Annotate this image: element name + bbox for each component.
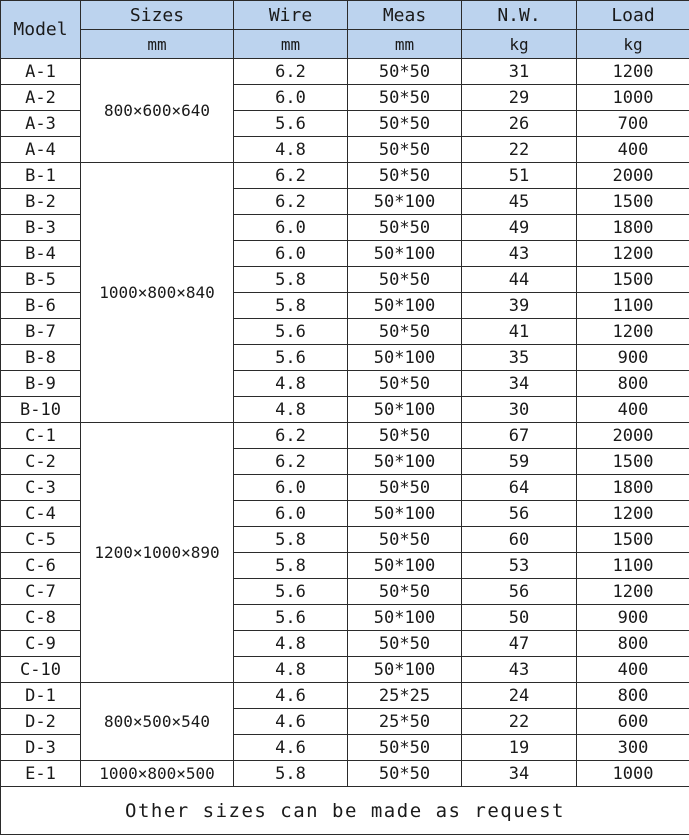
footer-note: Other sizes can be made as request: [1, 787, 689, 835]
meas-cell: 50*100: [348, 553, 462, 579]
meas-cell: 50*50: [348, 111, 462, 137]
load-cell: 600: [577, 709, 689, 735]
load-cell: 1500: [577, 267, 689, 293]
model-cell: B-6: [1, 293, 81, 319]
nw-cell: 22: [462, 137, 577, 163]
nw-cell: 53: [462, 553, 577, 579]
nw-cell: 49: [462, 215, 577, 241]
meas-cell: 25*25: [348, 683, 462, 709]
meas-cell: 50*100: [348, 293, 462, 319]
model-cell: B-4: [1, 241, 81, 267]
meas-cell: 50*50: [348, 85, 462, 111]
wire-cell: 6.2: [234, 449, 348, 475]
sizes-cell: 800×600×640: [81, 59, 234, 163]
load-cell: 2000: [577, 423, 689, 449]
model-cell: B-2: [1, 189, 81, 215]
load-cell: 1000: [577, 85, 689, 111]
wire-cell: 5.6: [234, 111, 348, 137]
load-cell: 1200: [577, 59, 689, 85]
wire-cell: 4.8: [234, 371, 348, 397]
wire-cell: 4.8: [234, 657, 348, 683]
nw-cell: 34: [462, 371, 577, 397]
header-row: [1, 1, 689, 30]
model-cell: A-3: [1, 111, 81, 137]
wire-cell: 6.0: [234, 501, 348, 527]
meas-cell: 50*50: [348, 137, 462, 163]
wire-cell: 5.6: [234, 345, 348, 371]
model-cell: B-1: [1, 163, 81, 189]
model-cell: E-1: [1, 761, 81, 787]
meas-cell: 50*100: [348, 605, 462, 631]
model-cell: C-5: [1, 527, 81, 553]
load-cell: 900: [577, 605, 689, 631]
model-cell: B-9: [1, 371, 81, 397]
load-cell: 300: [577, 735, 689, 761]
load-cell: 800: [577, 371, 689, 397]
header-meas: Meas: [348, 1, 462, 30]
wire-cell: 5.8: [234, 527, 348, 553]
wire-cell: 4.8: [234, 397, 348, 423]
wire-cell: 4.6: [234, 735, 348, 761]
table-row: [1, 683, 689, 709]
nw-cell: 39: [462, 293, 577, 319]
nw-cell: 44: [462, 267, 577, 293]
meas-cell: 50*100: [348, 449, 462, 475]
meas-cell: 50*50: [348, 475, 462, 501]
wire-cell: 4.6: [234, 709, 348, 735]
unit-load: kg: [577, 30, 689, 59]
sizes-cell: 1000×800×500: [81, 761, 234, 787]
model-cell: A-2: [1, 85, 81, 111]
model-cell: D-1: [1, 683, 81, 709]
wire-cell: 5.8: [234, 267, 348, 293]
sizes-cell: 1200×1000×890: [81, 423, 234, 683]
table-footer: [1, 787, 689, 835]
wire-cell: 6.2: [234, 423, 348, 449]
load-cell: 400: [577, 137, 689, 163]
meas-cell: 50*100: [348, 397, 462, 423]
model-cell: C-6: [1, 553, 81, 579]
header-sizes: Sizes: [81, 1, 234, 30]
table-row: [1, 761, 689, 787]
nw-cell: 45: [462, 189, 577, 215]
units-row: [1, 30, 689, 59]
load-cell: 1200: [577, 241, 689, 267]
load-cell: 1100: [577, 553, 689, 579]
wire-cell: 5.8: [234, 761, 348, 787]
load-cell: 900: [577, 345, 689, 371]
nw-cell: 34: [462, 761, 577, 787]
meas-cell: 50*50: [348, 527, 462, 553]
meas-cell: 50*50: [348, 423, 462, 449]
model-cell: C-1: [1, 423, 81, 449]
model-cell: C-2: [1, 449, 81, 475]
nw-cell: 50: [462, 605, 577, 631]
model-cell: C-10: [1, 657, 81, 683]
load-cell: 700: [577, 111, 689, 137]
nw-cell: 22: [462, 709, 577, 735]
wire-cell: 4.8: [234, 137, 348, 163]
load-cell: 1000: [577, 761, 689, 787]
meas-cell: 50*100: [348, 241, 462, 267]
unit-meas: mm: [348, 30, 462, 59]
nw-cell: 43: [462, 241, 577, 267]
table-row: [1, 163, 689, 189]
model-cell: D-2: [1, 709, 81, 735]
unit-nw: kg: [462, 30, 577, 59]
unit-sizes: mm: [81, 30, 234, 59]
model-cell: B-8: [1, 345, 81, 371]
wire-cell: 5.8: [234, 553, 348, 579]
wire-cell: 6.0: [234, 215, 348, 241]
model-cell: C-4: [1, 501, 81, 527]
nw-cell: 60: [462, 527, 577, 553]
wire-cell: 4.8: [234, 631, 348, 657]
load-cell: 2000: [577, 163, 689, 189]
load-cell: 1200: [577, 501, 689, 527]
nw-cell: 26: [462, 111, 577, 137]
load-cell: 1100: [577, 293, 689, 319]
wire-cell: 5.6: [234, 319, 348, 345]
load-cell: 400: [577, 397, 689, 423]
load-cell: 1500: [577, 449, 689, 475]
wire-cell: 6.2: [234, 59, 348, 85]
table-row: [1, 423, 689, 449]
meas-cell: 50*50: [348, 163, 462, 189]
meas-cell: 50*50: [348, 59, 462, 85]
nw-cell: 24: [462, 683, 577, 709]
table-body: [1, 59, 689, 787]
wire-cell: 6.2: [234, 189, 348, 215]
nw-cell: 43: [462, 657, 577, 683]
load-cell: 1200: [577, 319, 689, 345]
meas-cell: 50*50: [348, 215, 462, 241]
wire-cell: 5.6: [234, 579, 348, 605]
load-cell: 800: [577, 631, 689, 657]
header-nw: N.W.: [462, 1, 577, 30]
unit-wire: mm: [234, 30, 348, 59]
load-cell: 400: [577, 657, 689, 683]
model-cell: C-7: [1, 579, 81, 605]
nw-cell: 29: [462, 85, 577, 111]
meas-cell: 50*50: [348, 761, 462, 787]
sizes-cell: 1000×800×840: [81, 163, 234, 423]
meas-cell: 50*100: [348, 189, 462, 215]
nw-cell: 59: [462, 449, 577, 475]
meas-cell: 25*50: [348, 709, 462, 735]
model-cell: B-5: [1, 267, 81, 293]
model-cell: C-8: [1, 605, 81, 631]
model-cell: A-1: [1, 59, 81, 85]
meas-cell: 50*50: [348, 735, 462, 761]
model-cell: B-7: [1, 319, 81, 345]
wire-cell: 4.6: [234, 683, 348, 709]
wire-cell: 6.0: [234, 475, 348, 501]
nw-cell: 41: [462, 319, 577, 345]
nw-cell: 56: [462, 501, 577, 527]
meas-cell: 50*50: [348, 371, 462, 397]
nw-cell: 47: [462, 631, 577, 657]
load-cell: 1200: [577, 579, 689, 605]
model-cell: C-9: [1, 631, 81, 657]
model-cell: B-10: [1, 397, 81, 423]
nw-cell: 31: [462, 59, 577, 85]
nw-cell: 56: [462, 579, 577, 605]
wire-cell: 6.0: [234, 85, 348, 111]
meas-cell: 50*100: [348, 657, 462, 683]
wire-cell: 6.2: [234, 163, 348, 189]
meas-cell: 50*50: [348, 319, 462, 345]
nw-cell: 30: [462, 397, 577, 423]
load-cell: 1800: [577, 215, 689, 241]
nw-cell: 19: [462, 735, 577, 761]
meas-cell: 50*50: [348, 267, 462, 293]
footer-row: [1, 787, 689, 835]
wire-cell: 5.6: [234, 605, 348, 631]
meas-cell: 50*50: [348, 579, 462, 605]
nw-cell: 67: [462, 423, 577, 449]
load-cell: 800: [577, 683, 689, 709]
load-cell: 1500: [577, 189, 689, 215]
header-model: Model: [1, 1, 81, 59]
model-cell: C-3: [1, 475, 81, 501]
nw-cell: 35: [462, 345, 577, 371]
meas-cell: 50*100: [348, 345, 462, 371]
model-cell: B-3: [1, 215, 81, 241]
nw-cell: 51: [462, 163, 577, 189]
nw-cell: 64: [462, 475, 577, 501]
meas-cell: 50*50: [348, 631, 462, 657]
wire-cell: 5.8: [234, 293, 348, 319]
model-cell: A-4: [1, 137, 81, 163]
sizes-cell: 800×500×540: [81, 683, 234, 761]
header-load: Load: [577, 1, 689, 30]
meas-cell: 50*100: [348, 501, 462, 527]
load-cell: 1800: [577, 475, 689, 501]
table-row: [1, 59, 689, 85]
table-header: [1, 1, 689, 59]
model-cell: D-3: [1, 735, 81, 761]
load-cell: 1500: [577, 527, 689, 553]
wire-cell: 6.0: [234, 241, 348, 267]
header-wire: Wire: [234, 1, 348, 30]
